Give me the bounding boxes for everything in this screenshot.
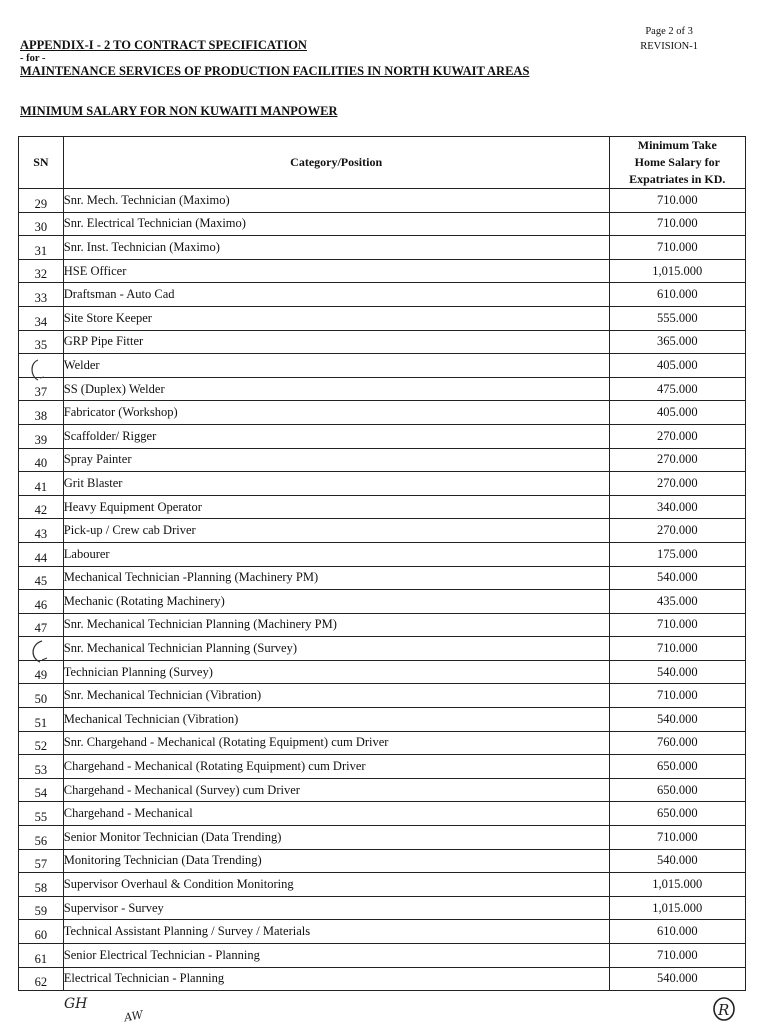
sn-cell: 56 (19, 826, 64, 850)
salary-cell: 710.000 (609, 684, 745, 708)
sn-cell: 58 (19, 873, 64, 897)
position-cell: SS (Duplex) Welder (63, 377, 609, 401)
table-row (19, 236, 746, 260)
table-row (19, 802, 746, 826)
table-row (19, 826, 746, 850)
initials-first: GH (64, 996, 88, 1012)
salary-cell: 650.000 (609, 802, 745, 826)
position-cell: Mechanical Technician (Vibration) (63, 708, 609, 732)
sn-cell: 29 (19, 189, 64, 213)
salary-cell: 270.000 (609, 472, 745, 496)
sn-cell: 34 (19, 306, 64, 330)
table-row (19, 306, 746, 330)
salary-cell: 540.000 (609, 967, 745, 991)
page-info (640, 24, 698, 54)
sn-cell: 61 (19, 944, 64, 968)
salary-cell: 405.000 (609, 401, 745, 425)
position-cell: Monitoring Technician (Data Trending) (63, 849, 609, 873)
salary-table (18, 136, 746, 991)
header-position: Category/Position (63, 137, 609, 189)
salary-cell: 270.000 (609, 448, 745, 472)
table-subtitle: MINIMUM SALARY FOR NON KUWAITI MANPOWER (20, 104, 338, 118)
header-salary-line-2: Home Salary for (634, 155, 720, 169)
table-row (19, 566, 746, 590)
position-cell: Chargehand - Mechanical (63, 802, 609, 826)
position-cell: Snr. Electrical Technician (Maximo) (63, 212, 609, 236)
table-row (19, 731, 746, 755)
table-row (19, 424, 746, 448)
sn-cell: 38 (19, 401, 64, 425)
salary-cell: 710.000 (609, 944, 745, 968)
table-row (19, 873, 746, 897)
position-cell: Chargehand - Mechanical (Rotating Equipment) cum Driver (63, 755, 609, 779)
table-row (19, 708, 746, 732)
sn-cell: 57 (19, 849, 64, 873)
table-body (19, 189, 746, 991)
position-cell: Snr. Mechanical Technician Planning (Survey) (63, 637, 609, 661)
header-salary-line-3: Expatriates in KD. (629, 172, 726, 186)
sn-cell: 59 (19, 896, 64, 920)
position-cell: Senior Monitor Technician (Data Trending) (63, 826, 609, 850)
sn-cell: 46 (19, 590, 64, 614)
sn-cell: 54 (19, 778, 64, 802)
handwritten-bracket-row48 (26, 638, 50, 666)
position-cell: Pick-up / Crew cab Driver (63, 519, 609, 543)
table-row (19, 944, 746, 968)
salary-cell: 175.000 (609, 542, 745, 566)
table-row (19, 637, 746, 661)
table-row (19, 684, 746, 708)
table-row (19, 896, 746, 920)
position-cell: Heavy Equipment Operator (63, 495, 609, 519)
header-line-1: APPENDIX-I - 2 TO CONTRACT SPECIFICATION (20, 38, 307, 52)
handwritten-initials (60, 992, 170, 1024)
handwritten-signature-mark (710, 994, 740, 1024)
table-row (19, 660, 746, 684)
table-row (19, 259, 746, 283)
salary-cell: 475.000 (609, 377, 745, 401)
table-row (19, 967, 746, 991)
sn-cell: 43 (19, 519, 64, 543)
position-cell: Technician Planning (Survey) (63, 660, 609, 684)
position-cell: Mechanical Technician -Planning (Machinery PM) (63, 566, 609, 590)
header-line-2: - for - (20, 53, 46, 64)
sn-cell: 55 (19, 802, 64, 826)
position-cell: HSE Officer (63, 259, 609, 283)
table-row (19, 495, 746, 519)
salary-cell: 540.000 (609, 708, 745, 732)
header-line-3: MAINTENANCE SERVICES OF PRODUCTION FACILITIES IN NORTH KUWAIT AREAS (20, 64, 530, 78)
table-row (19, 330, 746, 354)
initials-third: R (718, 1001, 730, 1019)
header-salary-line-1: Minimum Take (637, 138, 717, 152)
sn-cell: 41 (19, 472, 64, 496)
initials-second: AW (123, 1008, 144, 1024)
salary-cell: 710.000 (609, 826, 745, 850)
position-cell: Grit Blaster (63, 472, 609, 496)
salary-cell: 555.000 (609, 306, 745, 330)
sn-cell: 53 (19, 755, 64, 779)
table-header-row (19, 137, 746, 189)
position-cell: Snr. Chargehand - Mechanical (Rotating Equipment) cum Driver (63, 731, 609, 755)
sn-cell: 32 (19, 259, 64, 283)
salary-cell: 710.000 (609, 189, 745, 213)
sn-cell: 62 (19, 967, 64, 991)
sn-cell: 52 (19, 731, 64, 755)
position-cell: Senior Electrical Technician - Planning (63, 944, 609, 968)
position-cell: Snr. Mechanical Technician Planning (Machinery PM) (63, 613, 609, 637)
table-row (19, 189, 746, 213)
table-row (19, 755, 746, 779)
salary-cell: 540.000 (609, 566, 745, 590)
salary-cell: 710.000 (609, 236, 745, 260)
position-cell: Snr. Mechanical Technician (Vibration) (63, 684, 609, 708)
salary-cell: 610.000 (609, 283, 745, 307)
position-cell: Fabricator (Workshop) (63, 401, 609, 425)
table-row (19, 377, 746, 401)
position-cell: Supervisor - Survey (63, 896, 609, 920)
position-cell: Snr. Mech. Technician (Maximo) (63, 189, 609, 213)
table-row (19, 849, 746, 873)
sn-cell: 60 (19, 920, 64, 944)
sn-cell: 47 (19, 613, 64, 637)
salary-cell: 435.000 (609, 590, 745, 614)
sn-cell: 39 (19, 424, 64, 448)
header-sn: SN (19, 137, 64, 189)
position-cell: GRP Pipe Fitter (63, 330, 609, 354)
salary-cell: 1,015.000 (609, 259, 745, 283)
position-cell: Welder (63, 354, 609, 378)
sn-cell: 30 (19, 212, 64, 236)
sn-cell: 31 (19, 236, 64, 260)
table-row (19, 448, 746, 472)
table-row (19, 613, 746, 637)
salary-cell: 710.000 (609, 637, 745, 661)
table-row (19, 212, 746, 236)
salary-cell: 270.000 (609, 519, 745, 543)
position-cell: Technical Assistant Planning / Survey / Materials (63, 920, 609, 944)
sn-cell: 35 (19, 330, 64, 354)
position-cell: Snr. Inst. Technician (Maximo) (63, 236, 609, 260)
position-cell: Chargehand - Mechanical (Survey) cum Driver (63, 778, 609, 802)
sn-cell: 33 (19, 283, 64, 307)
handwritten-bracket-row36 (26, 358, 48, 384)
salary-cell: 365.000 (609, 330, 745, 354)
salary-cell: 340.000 (609, 495, 745, 519)
sn-cell: 40 (19, 448, 64, 472)
sn-cell: 37 (19, 377, 64, 401)
sn-cell: 50 (19, 684, 64, 708)
salary-cell: 270.000 (609, 424, 745, 448)
table-row (19, 472, 746, 496)
salary-cell: 610.000 (609, 920, 745, 944)
table-row (19, 283, 746, 307)
salary-cell: 650.000 (609, 755, 745, 779)
position-cell: Supervisor Overhaul & Condition Monitoring (63, 873, 609, 897)
table-row (19, 519, 746, 543)
sn-cell: 42 (19, 495, 64, 519)
salary-cell: 405.000 (609, 354, 745, 378)
header-salary (609, 137, 745, 189)
document-header (20, 38, 529, 79)
revision-label: REVISION-1 (640, 41, 698, 52)
salary-cell: 540.000 (609, 660, 745, 684)
position-cell: Labourer (63, 542, 609, 566)
table-row (19, 590, 746, 614)
salary-cell: 1,015.000 (609, 873, 745, 897)
sn-cell: 51 (19, 708, 64, 732)
sn-cell: 45 (19, 566, 64, 590)
sn-cell: 49 (19, 660, 64, 684)
position-cell: Mechanic (Rotating Machinery) (63, 590, 609, 614)
position-cell: Scaffolder/ Rigger (63, 424, 609, 448)
position-cell: Electrical Technician - Planning (63, 967, 609, 991)
salary-cell: 710.000 (609, 613, 745, 637)
table-row (19, 354, 746, 378)
table-row (19, 778, 746, 802)
page-number: Page 2 of 3 (645, 26, 693, 37)
position-cell: Spray Painter (63, 448, 609, 472)
salary-cell: 540.000 (609, 849, 745, 873)
table-row (19, 920, 746, 944)
salary-cell: 650.000 (609, 778, 745, 802)
table-row (19, 542, 746, 566)
salary-cell: 710.000 (609, 212, 745, 236)
position-cell: Site Store Keeper (63, 306, 609, 330)
salary-cell: 760.000 (609, 731, 745, 755)
sn-cell: 44 (19, 542, 64, 566)
position-cell: Draftsman - Auto Cad (63, 283, 609, 307)
salary-cell: 1,015.000 (609, 896, 745, 920)
table-row (19, 401, 746, 425)
